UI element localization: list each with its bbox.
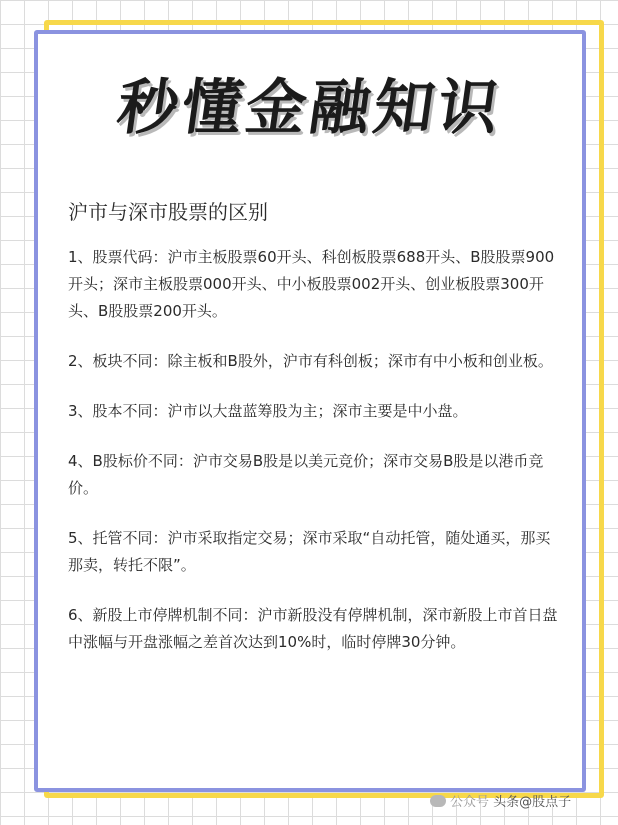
watermark-account: 公众号 [450, 795, 490, 810]
watermark-author: @股点子 [519, 795, 572, 810]
point-item: 3、股本不同：沪市以大盘蓝筹股为主；深市主要是中小盘。 [68, 402, 468, 420]
watermark-platform: 头条 [493, 795, 520, 810]
point-item: 4、B股标价不同：沪市交易B股是以美元竞价；深市交易B股是以港币竞价。 [68, 452, 544, 497]
point-item: 2、板块不同：除主板和B股外，沪市有科创板；深市有中小板和创业板。 [68, 352, 553, 370]
point-item: 6、新股上市停牌机制不同：沪市新股没有停牌机制，深市新股上市首日盘中涨幅与开盘涨幅之差首次达到10%时，临时停牌30分钟。 [68, 606, 558, 651]
point-item: 1、股票代码：沪市主板股票60开头、科创板股票688开头、B股股票900开头；深市主板股票000开头、中小板股票002开头、创业板股票300开头、B股股票200开头。 [68, 248, 555, 320]
point-item: 5、托管不同：沪市采取指定交易；深市采取“自动托管，随处通买，那买那卖，转托不限”。 [68, 529, 551, 574]
page-title: 秒懂金融知识 [113, 73, 507, 143]
watermark [430, 791, 571, 810]
point-list [68, 244, 558, 679]
wechat-icon [430, 795, 446, 807]
section-heading: 沪市与深市股票的区别 [68, 200, 268, 224]
